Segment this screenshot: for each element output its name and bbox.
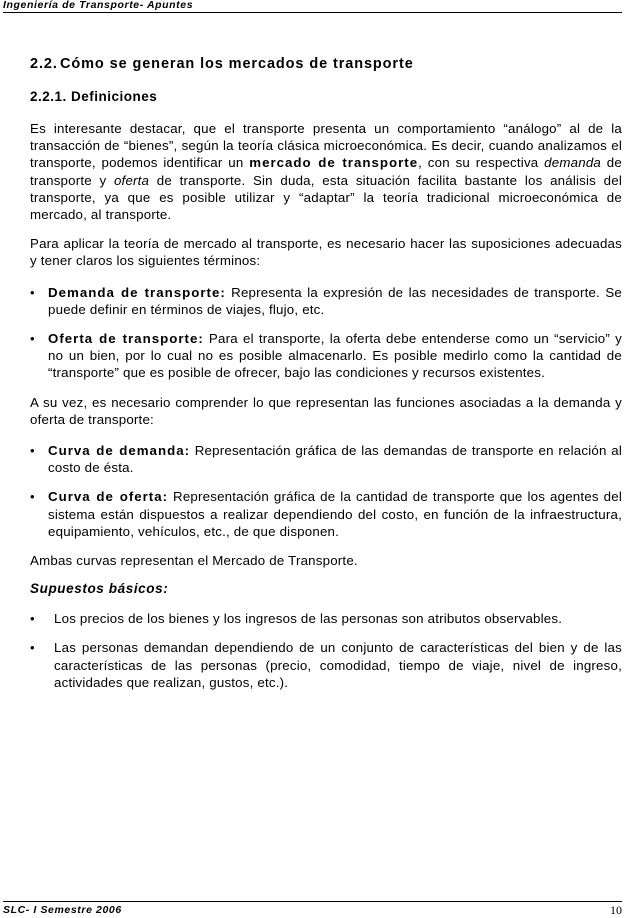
section-number: 2.2. xyxy=(30,56,58,72)
terms-list xyxy=(30,284,622,382)
term-text: Representación gráfica de la cantidad de transporte que los agentes del sistema están dispuestos a realizar dependiendo del costo, en función de la infraestructura, equipamiento, vehículos, etc., de que disponen. xyxy=(48,489,623,539)
assumptions-list xyxy=(30,610,622,691)
functions-paragraph: A su vez, es necesario comprender lo que representan las funciones asociadas a la demanda y oferta de transporte: xyxy=(30,394,622,427)
section-heading xyxy=(30,56,622,76)
list-item xyxy=(30,488,622,540)
subsection-heading: 2.2.1. Definiciones xyxy=(30,89,158,104)
page-number: 10 xyxy=(610,903,622,917)
page-footer xyxy=(3,901,622,916)
list-item: • Las personas demandan dependiendo de un conjunto de características del bien y de las características de las personas (precio, comodidad, tiempo de viaje, nivel de ingreso, actividades que realizan, gustos, etc.). xyxy=(30,639,622,691)
term-text: Para el transporte, la oferta debe entenderse como un “servicio” y no un bien, por lo cual no es posible almacenarlo. Es posible medirlo como la cantidad de “transporte” que es posible de ofrecer, bajo las condiciones y recursos existentes. xyxy=(48,331,622,381)
term-label: Curva de demanda: xyxy=(48,443,191,459)
text-span: , con su respectiva xyxy=(418,155,545,171)
section-title: Cómo se generan los mercados de transporte xyxy=(60,56,414,72)
term-label: Oferta de transporte: xyxy=(48,331,204,347)
text-span: de transporte y xyxy=(30,155,622,188)
running-header xyxy=(3,0,622,13)
footer-label: SLC- I Semestre 2006 xyxy=(3,904,122,916)
term-text: Representación gráfica de las demandas de transporte en relación al costo de ésta. xyxy=(48,443,622,476)
definition-paragraph xyxy=(30,120,622,223)
term-text: Representa la expresión de las necesidades de transporte. Se puede definir en términos de viajes, flujo, etc. xyxy=(48,284,622,317)
text-span: Es interesante destacar, que el transporte presenta un comportamiento “análogo” al de la transacción de “bienes”, según la teoría clásica microeconómica. Es decir, cuando analizamos el transporte, podemos identificar un xyxy=(30,121,622,171)
italic-term: demanda xyxy=(544,155,602,171)
curves-list xyxy=(30,442,622,540)
text-span: de transporte. Sin duda, esta situación facilita bastante los análisis del transporte, ya que es posible utilizar y “adaptar” la teoría tradicional microeconómica de mercado, al transporte. xyxy=(30,172,622,223)
header-text: Ingeniería de Transporte- Apuntes xyxy=(3,0,194,11)
list-item: • Los precios de los bienes y los ingresos de las personas son atributos observables. xyxy=(30,610,622,627)
list-item xyxy=(30,442,622,476)
list-item xyxy=(30,284,622,318)
list-item xyxy=(30,330,622,382)
assumptions-heading: Supuestos básicos: xyxy=(30,581,169,597)
term-label: Curva de oferta: xyxy=(48,489,169,505)
bold-term: mercado de transporte xyxy=(249,155,419,171)
summary-paragraph: Ambas curvas representan el Mercado de Transporte. xyxy=(30,553,358,569)
intro-paragraph: Para aplicar la teoría de mercado al transporte, es necesario hacer las suposiciones adecuadas y tener claros los siguientes términos: xyxy=(30,236,622,269)
page-content xyxy=(30,56,622,703)
term-label: Demanda de transporte: xyxy=(48,284,226,300)
italic-term: oferta xyxy=(113,172,150,188)
